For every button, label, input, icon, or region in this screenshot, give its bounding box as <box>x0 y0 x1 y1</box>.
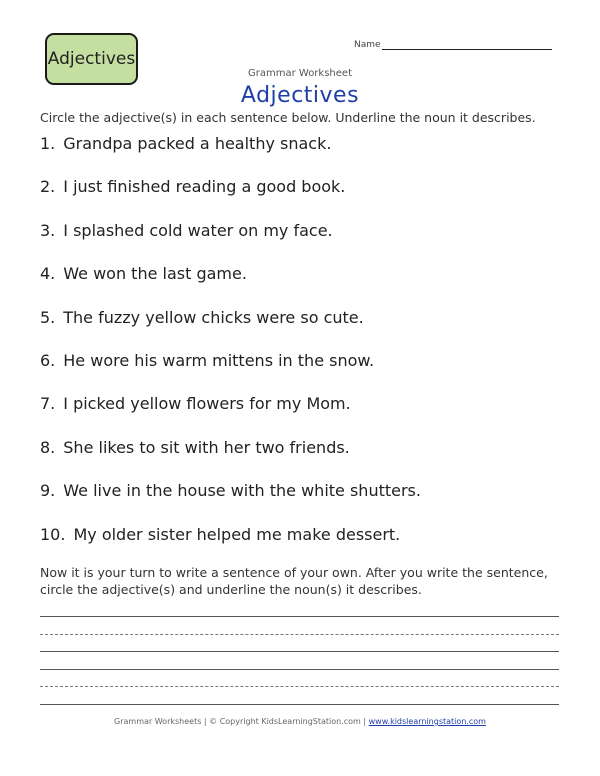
sentence-text: She likes to sit with her two friends. <box>63 437 350 457</box>
sentence-item <box>40 308 421 351</box>
sentence-item <box>40 481 421 524</box>
sentence-item <box>40 351 421 394</box>
sentence-item <box>40 438 421 481</box>
writing-line[interactable] <box>40 669 559 687</box>
page-subtitle: Grammar Worksheet <box>248 68 352 79</box>
sentence-item <box>40 134 421 177</box>
footer <box>0 717 600 726</box>
page-title: Adjectives <box>240 83 360 108</box>
sentence-text: Grandpa packed a healthy snack. <box>63 134 332 153</box>
writing-line[interactable] <box>40 651 559 669</box>
sentence-number: 5. <box>40 307 56 327</box>
footer-link[interactable]: www.kidslearningstation.com <box>368 717 486 726</box>
sentence-number: 10. <box>40 524 66 544</box>
footer-label: Grammar Worksheets <box>114 717 202 726</box>
sentence-list <box>40 134 421 568</box>
writing-prompt: Now it is your turn to write a sentence of your own. After you write the sentence, circle the adjective(s) and underline the noun(s) it describes. <box>40 565 548 597</box>
sentence-text: I picked yellow flowers for my Mom. <box>63 394 351 414</box>
sentence-item <box>40 525 421 568</box>
sentence-text: I splashed cold water on my face. <box>63 220 333 240</box>
sentence-text: He wore his warm mittens in the snow. <box>63 350 375 370</box>
name-field[interactable] <box>382 49 552 50</box>
sentence-number: 7. <box>40 394 56 414</box>
sentence-text: I just finished reading a good book. <box>63 177 346 197</box>
writing-guide-line <box>40 686 559 704</box>
sentence-item <box>40 264 421 307</box>
sentence-number: 3. <box>40 220 56 240</box>
sentence-text: We won the last game. <box>63 264 247 284</box>
writing-lines[interactable] <box>40 616 559 721</box>
sentence-item <box>40 394 421 437</box>
sentence-text: My older sister helped me make dessert. <box>73 524 401 544</box>
writing-guide-line <box>40 634 559 652</box>
sentence-item <box>40 221 421 264</box>
name-label: Name <box>354 40 381 50</box>
badge-label: Adjectives <box>47 49 136 69</box>
footer-copyright: | © Copyright KidsLearningStation.com | <box>203 717 367 726</box>
sentence-number: 2. <box>40 177 56 197</box>
sentence-number: 4. <box>40 264 56 284</box>
sentence-item <box>40 177 421 220</box>
sentence-number: 8. <box>40 437 56 457</box>
sentence-number: 1. <box>40 134 56 153</box>
sentence-number: 9. <box>40 481 56 501</box>
sentence-text: We live in the house with the white shutters. <box>63 481 421 501</box>
instructions: Circle the adjective(s) in each sentence below. Underline the noun it describes. <box>40 110 536 125</box>
writing-line[interactable] <box>40 616 559 634</box>
sentence-number: 6. <box>40 350 56 370</box>
sentence-text: The fuzzy yellow chicks were so cute. <box>63 307 364 327</box>
